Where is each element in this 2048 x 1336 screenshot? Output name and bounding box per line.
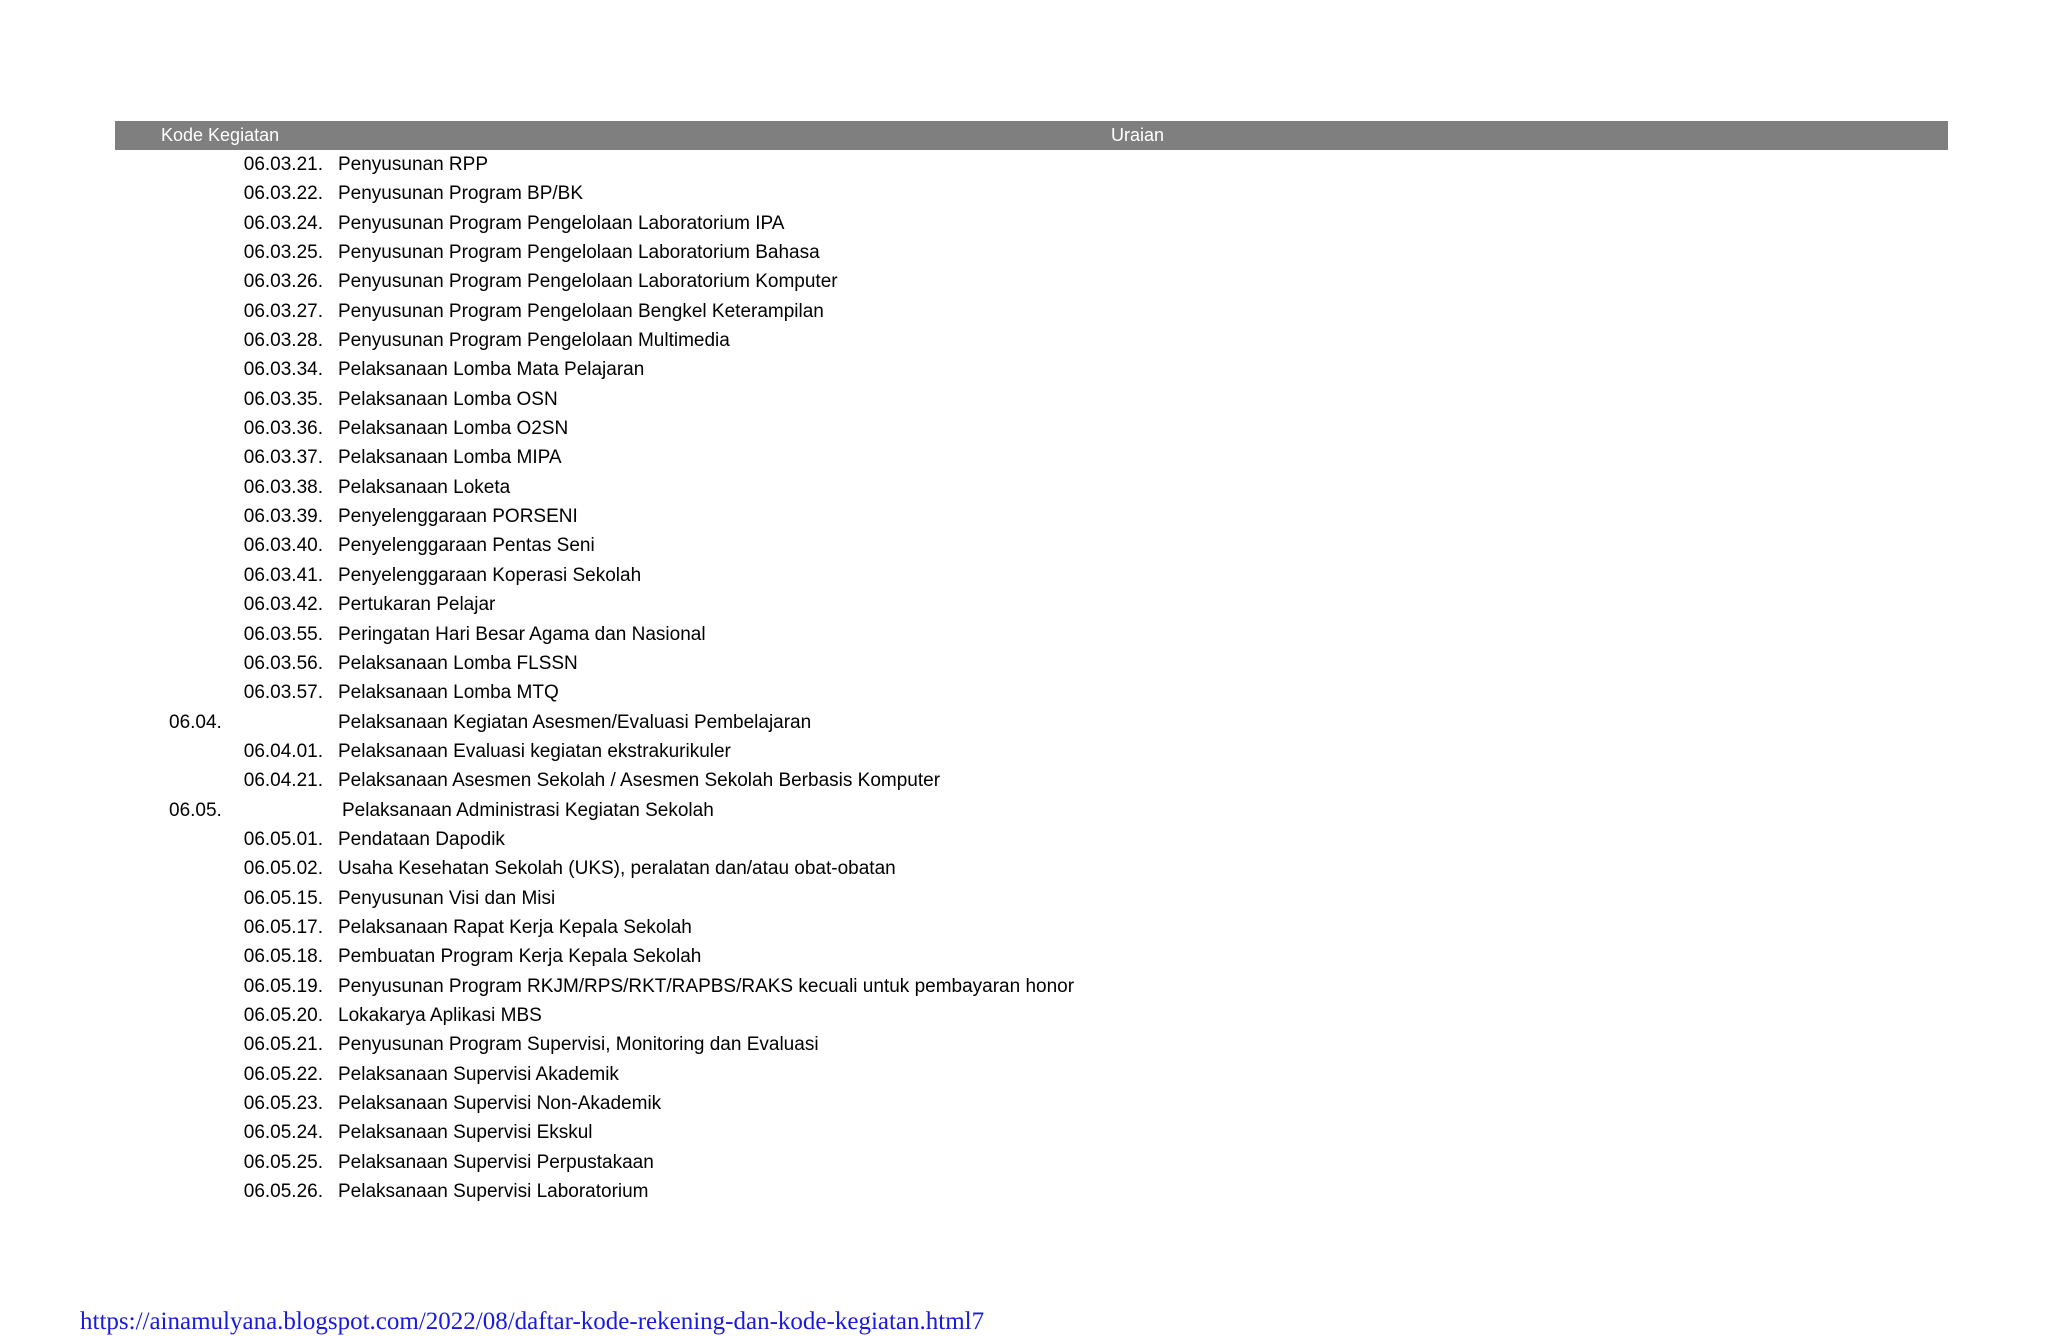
activity-description: Penyusunan Program Pengelolaan Laboratorium Komputer [338, 271, 838, 293]
activity-description: Penyusunan Visi dan Misi [338, 887, 556, 909]
table-row [0, 238, 2048, 267]
activity-code: 06.03.57. [243, 682, 323, 704]
table-row [0, 942, 2048, 971]
activity-code: 06.03.25. [243, 242, 323, 264]
activity-code: 06.05.15. [243, 887, 323, 909]
activity-code: 06.03.38. [243, 476, 323, 498]
table-row [0, 561, 2048, 590]
activity-description: Pelaksanaan Lomba OSN [338, 388, 558, 410]
table-row [0, 972, 2048, 1001]
activity-code: 06.03.28. [243, 330, 323, 352]
activity-description: Penyusunan Program BP/BK [338, 183, 584, 205]
activity-description: Pelaksanaan Supervisi Laboratorium [338, 1181, 649, 1203]
table-row [0, 649, 2048, 678]
activity-code: 06.04. [169, 711, 222, 733]
table-row [0, 1060, 2048, 1089]
activity-description: Penyusunan Program Pengelolaan Laboratorium IPA [338, 212, 785, 234]
activity-code: 06.03.39. [243, 506, 323, 528]
activity-code: 06.03.21. [243, 154, 323, 175]
activity-code: 06.04.01. [243, 740, 323, 762]
table-row [0, 708, 2048, 737]
activity-description: Pelaksanaan Lomba O2SN [338, 418, 569, 440]
activity-description: Pelaksanaan Kegiatan Asesmen/Evaluasi Pembelajaran [338, 711, 812, 733]
activity-code: 06.03.41. [243, 564, 323, 586]
activity-code: 06.03.26. [243, 271, 323, 293]
table-row [0, 1089, 2048, 1118]
table-row [0, 620, 2048, 649]
activity-code: 06.05.19. [243, 975, 323, 997]
activity-code: 06.03.56. [243, 652, 323, 674]
activity-code: 06.03.40. [243, 535, 323, 557]
activity-description: Pertukaran Pelajar [338, 594, 496, 616]
table-header [115, 121, 1948, 150]
activity-code: 06.05.24. [243, 1122, 323, 1144]
activity-description: Usaha Kesehatan Sekolah (UKS), peralatan dan/atau obat-obatan [338, 858, 896, 880]
activity-description: Pelaksanaan Supervisi Akademik [338, 1063, 619, 1085]
activity-description: Pembuatan Program Kerja Kepala Sekolah [338, 946, 702, 968]
table-row [0, 443, 2048, 472]
table-row [0, 1148, 2048, 1177]
activity-code: 06.03.37. [243, 447, 323, 469]
table-row [0, 209, 2048, 238]
table-row [0, 531, 2048, 560]
activity-description: Pelaksanaan Administrasi Kegiatan Sekolah [342, 799, 714, 821]
activity-description: Pendataan Dapodik [338, 828, 505, 850]
activity-code: 06.05.18. [243, 946, 323, 968]
table-row [0, 150, 2048, 179]
table-row [0, 913, 2048, 942]
activity-description: Penyusunan Program Pengelolaan Laboratorium Bahasa [338, 242, 820, 264]
activity-code: 06.03.34. [243, 359, 323, 381]
table-row [0, 355, 2048, 384]
table-row [0, 297, 2048, 326]
activity-code: 06.05.25. [243, 1151, 323, 1173]
activity-description: Peringatan Hari Besar Agama dan Nasional [338, 623, 706, 645]
activity-code: 06.05.01. [243, 828, 323, 850]
table-row [0, 825, 2048, 854]
table-row [0, 502, 2048, 531]
activity-description: Penyelenggaraan PORSENI [338, 506, 578, 528]
activity-description: Pelaksanaan Lomba Mata Pelajaran [338, 359, 645, 381]
activity-code: 06.05.02. [243, 858, 323, 880]
activity-description: Penyelenggaraan Pentas Seni [338, 535, 595, 557]
activity-code: 06.03.27. [243, 300, 323, 322]
table-row [0, 1118, 2048, 1147]
table-row [0, 326, 2048, 355]
activity-description: Lokakarya Aplikasi MBS [338, 1004, 542, 1026]
column-header-kode: Kode Kegiatan [161, 125, 280, 145]
activity-code: 06.05.20. [243, 1004, 323, 1026]
activity-description: Pelaksanaan Supervisi Ekskul [338, 1122, 593, 1144]
activity-description: Pelaksanaan Evaluasi kegiatan ekstrakurikuler [338, 740, 731, 762]
activity-code: 06.03.55. [243, 623, 323, 645]
activity-code: 06.05.17. [243, 916, 323, 938]
column-header-uraian: Uraian [1111, 125, 1165, 145]
activity-description: Penyelenggaraan Koperasi Sekolah [338, 564, 642, 586]
activity-description: Penyusunan Program RKJM/RPS/RKT/RAPBS/RAKS kecuali untuk pembayaran honor [338, 975, 1075, 997]
table-row [0, 796, 2048, 825]
activity-description: Penyusunan RPP [338, 154, 488, 175]
table-row [0, 414, 2048, 443]
activity-code: 06.03.42. [243, 594, 323, 616]
table-row [0, 884, 2048, 913]
activity-code: 06.05.23. [243, 1093, 323, 1114]
table-row [0, 1001, 2048, 1030]
table-row [0, 1030, 2048, 1059]
table-row [0, 385, 2048, 414]
activity-code: 06.03.24. [243, 212, 323, 234]
activity-description: Pelaksanaan Supervisi Non-Akademik [338, 1093, 662, 1114]
activity-description: Pelaksanaan Supervisi Perpustakaan [338, 1151, 654, 1173]
table-row [0, 1177, 2048, 1206]
table-row [0, 473, 2048, 502]
activity-code-list [0, 150, 2048, 1206]
activity-description: Pelaksanaan Lomba FLSSN [338, 652, 578, 674]
activity-code: 06.03.22. [243, 183, 323, 205]
table-row [0, 766, 2048, 795]
activity-description: Penyusunan Program Pengelolaan Multimedia [338, 330, 730, 352]
activity-code: 06.05. [169, 799, 222, 821]
activity-description: Pelaksanaan Asesmen Sekolah / Asesmen Sekolah Berbasis Komputer [338, 770, 941, 792]
activity-description: Pelaksanaan Loketa [338, 476, 511, 498]
activity-code: 06.05.26. [243, 1181, 323, 1203]
table-row [0, 267, 2048, 296]
activity-description: Pelaksanaan Lomba MIPA [338, 447, 562, 469]
table-row [0, 737, 2048, 766]
activity-code: 06.03.35. [243, 388, 323, 410]
activity-code: 06.03.36. [243, 418, 323, 440]
table-row [0, 179, 2048, 208]
activity-code: 06.05.21. [243, 1034, 323, 1056]
activity-description: Pelaksanaan Rapat Kerja Kepala Sekolah [338, 916, 692, 938]
activity-description: Penyusunan Program Pengelolaan Bengkel Keterampilan [338, 300, 824, 322]
source-link[interactable]: https://ainamulyana.blogspot.com/2022/08/daftar-kode-rekening-dan-kode-kegiatan.html7 [80, 1308, 985, 1335]
table-row [0, 854, 2048, 883]
activity-description: Penyusunan Program Supervisi, Monitoring dan Evaluasi [338, 1034, 819, 1056]
activity-description: Pelaksanaan Lomba MTQ [338, 682, 559, 704]
activity-code: 06.05.22. [243, 1063, 323, 1085]
table-row [0, 590, 2048, 619]
activity-code: 06.04.21. [243, 770, 323, 792]
table-row [0, 678, 2048, 707]
